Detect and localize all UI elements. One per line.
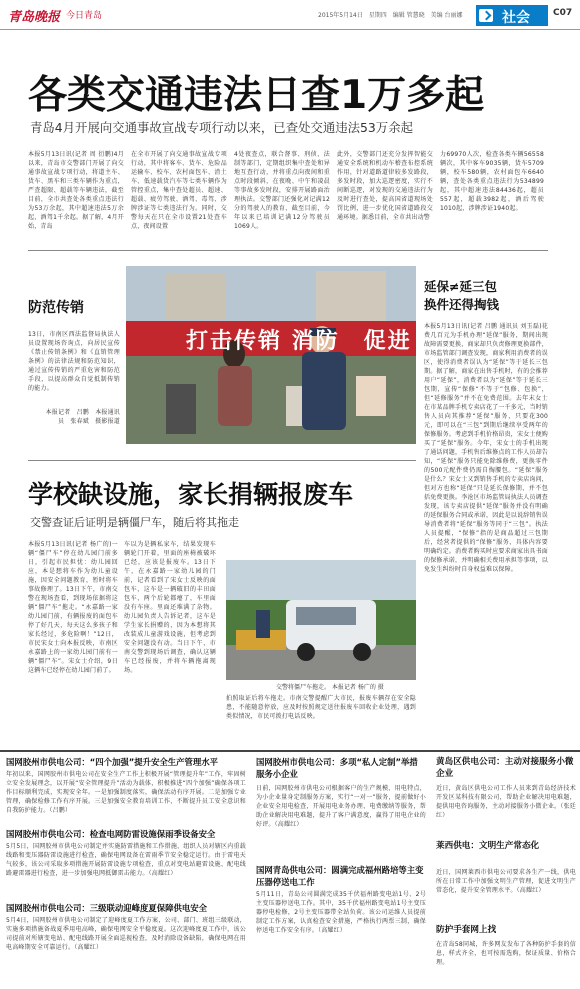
story-title-anti-pyramid: 防范传销 — [28, 300, 84, 316]
lead-headline: 各类交通违法日查1万多起 — [28, 73, 485, 118]
brief-body: 在青岛58同城，许多网友发布了各种防护手套的信息，样式齐全，也可按需选购，保证质量、价格合理。 — [436, 941, 576, 966]
section-arrow-icon — [479, 9, 493, 22]
edition-name: 今日青岛 — [66, 11, 103, 21]
lead-col-3: 4处夜查点，联合督事、刑侦、法制等部门，定期组织集中查处和异地互查行动，并将重点向夜间和重点时段倾斜，在夜晚、中午和凌晨等事故多发时段，安排开展路面治理执法。交警部门还强化对记满12分的驾驶人的教育，截至目前，今年以来已培训记满12分驾驶员1069人。 — [234, 151, 330, 230]
scrap-car-col-1: 本报5月13日讯(记者 杨广的)一辆“僵尸车”停在幼儿园门前多日，引起市民担忧：幼儿园回应，本是想将车作为幼儿童设施，因安全问题教育，暂时将车事故修理了。13日下午，市南交警在现场查看，到现场依据将这辆“僵尸车”拖走。“永嘉路一家幼儿园门前，有辆报废的面包车停了好几天，每天这么多孩子和家长经过，多危险啊！”12日，市民宋女士向本报反映，市南区永嘉路上的一家幼儿园门前有一辆“僵尸车”。宋女士介绍，9日这辆车已经停在幼儿园门前了。 — [28, 541, 118, 674]
brief-title: 防护手套网上找 — [436, 925, 497, 935]
brief-title: 国网胶州市供电公司：检查电网防雷设施保雨季设备安全 — [6, 829, 216, 839]
scrap-car-col-4: 拍照取证后将车拖走。市南交警提醒广大市民，报废车辆存在安全隐患，不能随意停放，应及时按照规定送往报废车回收企业处理，遇到类似情况，市民可拨打电话反映。 — [226, 695, 416, 720]
brief-title: 国网胶州市供电公司：多项“私人定制”举措服务小企业 — [256, 757, 418, 779]
lead-col-4: 此外，交警部门还充分发挥智能交通安全系统和机动车稽查布控系统作用，针对道路道律较多发路段，多发时段，加大巡逻密度，实行不间断巡逻，对发现的交通违法行为及时进行查处，提高国省道现场处罚比例，进一步优化国省道路段交通环境。据悉目前，全市共出动警 — [337, 151, 433, 221]
scrap-car-headline: 学校缺设施，家长捐辆报废车 — [28, 480, 354, 509]
brief-body: 5月4日，国网胶州市供电公司制定了迎峰度夏工作方案，公司、部门、班组三级联动，实施多项措施备战夏季用电高峰，确保电网安全平稳度夏。这次迎峰度夏工作中，该公司提前对所辖变电站、配电线路开展全面巡视检查，及时消除设备缺陷，确保电网在用电高峰期安全可靠运行。（高耀红） — [6, 917, 246, 951]
brief-body: 日前，国网胶州市供电公司根据客户的生产规模、用电特点，为小企业量身定制服务方案，实行“一对一”服务，提前做好小企业安全用电检查，开展用电业务办理、电费缴纳等服务，帮助企业解决用电难题，提升了客户满意度，赢得了用电企业的好评。（高耀红） — [256, 785, 426, 828]
photo-banner-text: 打击传销 消防 促进 — [186, 329, 412, 354]
brief-title: 国网胶州市供电公司：“四个加强”提升安全生产管理水平 — [6, 757, 219, 767]
story-anti-pyramid-body: 13日，市南区西法监督局执法人员设置现场咨询点，向居民宣传《禁止传销条例》和《直销管理条例》的法律法规和防范知识，通过宣传传销的严重危害和防范手段，以提高群众自觉抵制传销的能力。 — [28, 331, 120, 392]
brief-title: 国网胶州市供电公司：三级联动迎峰度夏保障供电安全 — [6, 903, 207, 913]
brief-body: 年初以来，国网胶州市供电公司在安全生产工作上积极开展“管理提升年”工作，牢固树立安全发展理念，以开展“安全管理提升”活动为载体，积极推进“四个加强”确保各项工作目标顺利完成，实现安全年。一是加强制度落实，确保活动有序开展。二是加强专业管理，确保检修工作有序开展。三是加强安全教育培训工作，不断提升员工安全意识和自我防护能力。（吕鹏） — [6, 771, 246, 814]
lead-subtitle: 青岛4月开展向交通事故宣战专项行动以来，已查处交通违法53万余起 — [30, 120, 413, 135]
date-line: 2015年5月14日 星期四 编辑 管慧晓 美编 台丽娜 — [318, 12, 463, 19]
warranty-body: 本报5月13日讯(记者 吕鹏 通讯员 刘玉磊)花费几百元为手机办理“延保”服务，期间出现故障需要更换，商家却只负责修理更换部件，市场监管部门调查发现，商家利用消费者的误区，使得消费者误认为“延保”等于延长三包期。据了解，商家在出售手机时，有的会推荐用户“延保”，消费者以为“延保”等于延长三包期，宣传“保修“不等于”包修、包换”，但“延修服务”并不在免费范围。去年末女士在市某品牌手机专卖店花了一千多元，当时销售人员向其推荐“延保”服务，只要花300元，即可以在“三包”到期后继续享受两年的保修服务。考虑到手机价格昂贵，宋女士便购买了“延保”服务。今年，宋女士的手机出现了通话问题，手机售后维修点的工作人员却告知，“延保”服务只能免除维修费，更换零件的500元配件费仍需自掏腰包。“延保”服务是什么？宋女士又到销售手机的专卖店询问，但对方也称“延保”只是延长保修期，并不包括免费更换。李沧区市场监管局执法人员调查发现，该专卖店提供“延保”服务并没有明确的延保服务合同或承诺，因此是以说辞销售误导消费者将“延保”服务等同于“三包”。执法人员提醒，“保修”指的是商品超过三包期后，经营者提供的“保修”服务，具体内容要明确约定。消费者购买时应要求商家出具书面的保修承诺，并明确相关费用承担等事项，以免发生纠纷时自身权益难以保障。 — [424, 323, 548, 573]
brief-title: 莱西供电：文明生产常态化 — [436, 841, 540, 851]
scrap-car-subtitle: 交警查证后证明是辆僵尸车，随后将其拖走 — [30, 516, 239, 529]
brief-body: 近日，黄岛区供电公司工作人员来到青岛经济技术开发区某科技有限公司，帮助企业解决用电难题，提供用电咨询服务，主动对接服务小微企业。（张廷红） — [436, 785, 576, 819]
warranty-title-2: 换件还得掏钱 — [424, 297, 500, 312]
photo-scrap-car-scene — [226, 560, 416, 680]
lead-col-5: 力69970人次，检查各类车辆56558辆次，其中客车9035辆，货车5709辆，校车580辆，农村面包车6640辆，查处各类重点违法行为534899起，其中超速违法84436起，超员557起，超载3982起，酒后驾驶1010起，涉牌涉证1940起。 — [440, 151, 544, 212]
warranty-title-1: 延保≠延三包 — [424, 279, 497, 294]
briefs-column-right — [436, 756, 576, 986]
divider — [0, 750, 580, 752]
divider — [28, 460, 416, 461]
brief-title: 国网青岛供电公司：圆满完成福州路培等主变压器停送电工作 — [256, 865, 424, 887]
lead-col-1: 本报5月13日讯(记者 周 衍鹏)4月以来，青岛市交警部门开展了向交通事故宣战专项行动，将道主车、货车、黑车和三类车辆作为重点，严查超限、超载等车辆违法，截至目前，全市共查处各类重点违法行为53万余起，其中超速违法5万余起，酒驾1千余起。据了解，4月开始，青岛 — [28, 151, 124, 230]
briefs-column-mid — [256, 756, 426, 986]
lead-col-2: 在全市开展了向交通事故宣战专项行动，其中将客车、货车、危险品运输车、校车、农村面包车、渣土车、低速载货汽车等七类车辆作为管控重点，集中查处超员、超速、超载、疲劳驾驶、酒驾、毒驾、涉牌涉证等七类违法行为。同时，交警每天在只在全市设置21处查车点，夜间设置 — [131, 151, 227, 230]
brief-body: 5月11日，青岛公司圆满完成35千伏福州路变电站1号、2号主变压器停送电工作。其中，35千伏福州路变电站1号主变压器停电检修，2号主变压器带全站负荷。该公司运维人员提前制定工作方案，认真检查安全措施，严格执行两票三制，确保停送电工作安全有序。（高耀红） — [256, 891, 426, 934]
photo-anti-pyramid — [126, 266, 416, 444]
scrap-car-photo-caption: 交警将僵尸车拖走。 本报记者 杨广的 摄 — [276, 684, 384, 691]
brief-title: 黄岛区供电公司：主动对接服务小微企业 — [436, 757, 574, 779]
briefs-column-left — [6, 756, 246, 986]
section-title: 社会 — [502, 10, 530, 26]
scrap-car-col-2: 车以为是辆私家车，结果发现车辆轮门开着，里面的座椅被破坏已经，应该是报废车。13日下午，在永嘉路一家幼儿园的门前，记者看到了宋女士反映的面包车，这车是一辆破旧的丰田面包车，两个后轮都瘪了，车里面没有车座。里面还堆满了杂物。幼儿园负责人告诉记者，这车是学生家长捐赠的，因为本想将其改装成儿童游戏设施，但考虑到安全问题没有动。当日下午，市南交警到现场后调查，确认这辆车已经报废，并将车辆拖离现场。 — [124, 541, 216, 674]
newspaper-logo: 青岛晚报 — [8, 10, 61, 25]
story-anti-pyramid-credit: 本报记者 吕鹏 本报通讯员 张春斌 摄影报道 — [45, 409, 120, 425]
divider — [28, 250, 548, 251]
page-number: C07 — [553, 8, 573, 18]
photo-scrap-car — [226, 560, 416, 680]
section-badge — [476, 5, 548, 26]
brief-body: 近日，国网莱西市供电公司要求各生产一线，供电所在日常工作中加强文明生产管理，促进文明生产常态化，提升安全管理水平。（高耀红） — [436, 869, 576, 894]
brief-body: 5月5日，国网胶州市供电公司制定并实施防雷措施和工作措施，组织人员对辖区内重载线路和变压器防雷设施进行检查，确保电网设备在雷雨季节安全稳定运行。由于雷电天气较多，该公司采取多项措施开展防雷设施专项检查，重点对变电站避雷设施、配电线路避雷器进行检查，进一步加强电网抵御雷击能力。（高耀红） — [6, 843, 246, 877]
photo-anti-pyramid-scene — [126, 266, 416, 444]
page-header — [0, 0, 580, 30]
